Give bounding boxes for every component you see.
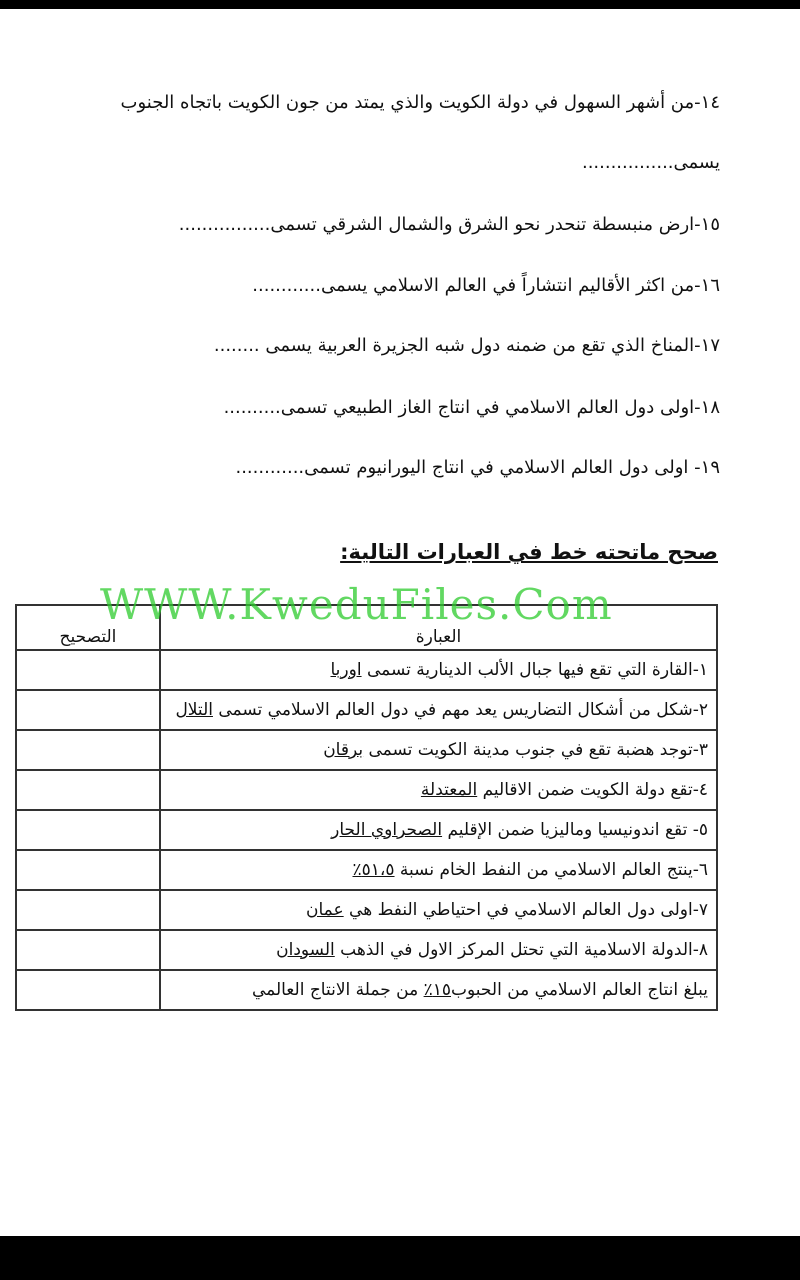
underlined-term: ٥١،٥٪ (352, 860, 395, 880)
statement-cell (160, 690, 717, 730)
question-17: ١٧-المناخ الذي تقع من ضمنه دول شبه الجزيرة العربية يسمى ........ (213, 335, 720, 356)
table-row (16, 730, 717, 770)
statement-text: ١-القارة التي تقع فيها جبال الألب الدينارية تسمى (361, 660, 708, 680)
correction-header: التصحيح (16, 605, 160, 650)
statement-cell (160, 890, 717, 930)
correction-cell[interactable] (16, 650, 160, 690)
underlined-term: برقان (323, 740, 364, 760)
underlined-term: عمان (306, 900, 344, 920)
correction-cell[interactable] (16, 850, 160, 890)
statement-tail: من جملة الانتاج العالمي (251, 980, 424, 1000)
underlined-term: التلال (175, 700, 213, 720)
statement-text: ٤-تقع دولة الكويت ضمن الاقاليم (477, 780, 708, 800)
underlined-term: اوربا (330, 660, 362, 680)
correction-cell[interactable] (16, 770, 160, 810)
statement-cell (160, 810, 717, 850)
table-row (16, 970, 717, 1010)
section-title: صحح ماتحته خط في العبارات التالية: (340, 540, 718, 564)
correction-cell[interactable] (16, 970, 160, 1010)
correction-cell[interactable] (16, 930, 160, 970)
correction-table (15, 604, 718, 1011)
question-18: ١٨-اولى دول العالم الاسلامي في انتاج الغاز الطبيعي تسمى.......... (223, 397, 720, 418)
statement-cell (160, 730, 717, 770)
bottom-bar (0, 1236, 800, 1280)
correction-cell[interactable] (16, 690, 160, 730)
statement-text: ٣-توجد هضبة تقع في جنوب مدينة الكويت تسمى (363, 740, 708, 760)
statement-text: يبلغ انتاج العالم الاسلامي من الحبوب (451, 980, 708, 1000)
statement-cell (160, 970, 717, 1010)
correction-cell[interactable] (16, 890, 160, 930)
statement-cell (160, 770, 717, 810)
statement-cell (160, 930, 717, 970)
statement-cell (160, 850, 717, 890)
question-19: ١٩- اولى دول العالم الاسلامي في انتاج اليورانيوم تسمى............ (235, 457, 720, 478)
statement-text: ٨-الدولة الاسلامية التي تحتل المركز الاول في الذهب (334, 940, 708, 960)
underlined-term: المعتدلة (420, 780, 478, 800)
table-row (16, 850, 717, 890)
table-row (16, 690, 717, 730)
question-15: ١٥-ارض منبسطة تنحدر نحو الشرق والشمال الشرقي تسمى................ (178, 214, 720, 235)
table-row (16, 770, 717, 810)
table-row (16, 650, 717, 690)
underlined-term: السودان (276, 940, 335, 960)
question-14-line-1: ١٤-من أشهر السهول في دولة الكويت والذي يمتد من جون الكويت باتجاه الجنوب (120, 92, 720, 113)
table-row (16, 890, 717, 930)
statement-cell (160, 650, 717, 690)
top-bar (0, 0, 800, 9)
statement-header: العبارة (160, 605, 717, 650)
watermark: WWW.KweduFiles.Com (100, 580, 613, 629)
statement-text: ٢-شكل من أشكال التضاريس يعد مهم في دول العالم الاسلامي تسمى (212, 700, 708, 720)
table-row (16, 930, 717, 970)
underlined-term: ١٥٪ (423, 980, 451, 1000)
question-16: ١٦-من اكثر الأقاليم انتشاراً في العالم الاسلامي يسمى............ (252, 275, 720, 296)
statement-text: ٦-ينتج العالم الاسلامي من النفط الخام نسبة (394, 860, 708, 880)
statement-text: ٥- تقع اندونيسيا وماليزيا ضمن الإقليم (442, 820, 708, 840)
question-14-line-2: يسمى................ (581, 152, 720, 173)
correction-cell[interactable] (16, 810, 160, 850)
statement-text: ٧-اولى دول العالم الاسلامي في احتياطي النفط هي (343, 900, 708, 920)
table-row (16, 810, 717, 850)
underlined-term: الصحراوي الحار (331, 820, 443, 840)
correction-cell[interactable] (16, 730, 160, 770)
